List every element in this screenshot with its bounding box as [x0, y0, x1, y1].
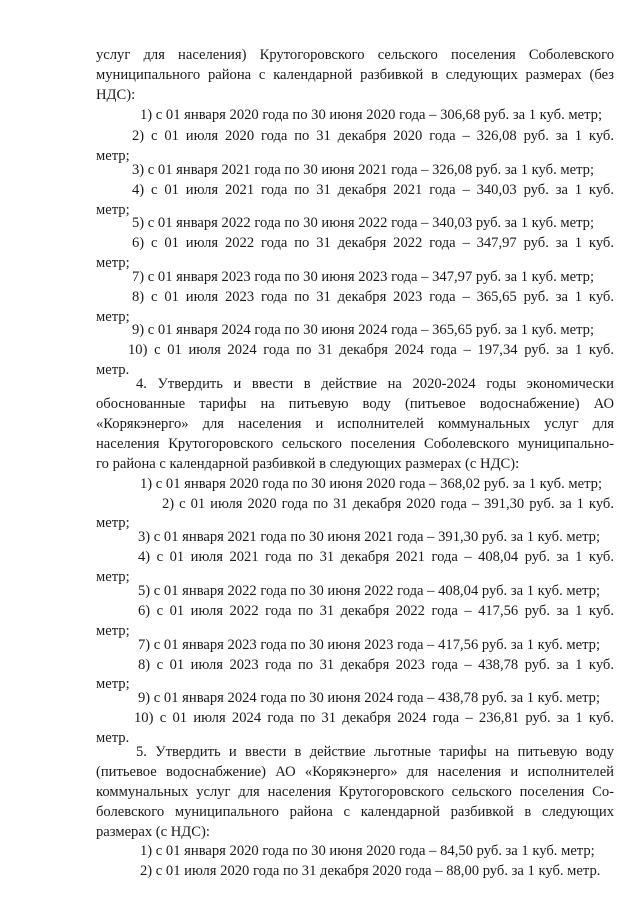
tariff-item: 3) с 01 января 2021 года по 30 июня 2021 года – 391,30 руб. за 1 куб. метр;: [138, 529, 601, 545]
text-line: обоснованные тарифы на питьевую воду (питьевое водоснабжение) АО: [96, 396, 614, 412]
tariff-item: 8) с 01 июля 2023 года по 31 декабря 2023 года – 438,78 руб. за 1 куб.: [138, 657, 614, 673]
tariff-item: 10) с 01 июля 2024 года по 31 декабря 2024 года – 236,81 руб. за 1 куб.: [134, 710, 614, 726]
text-line: метр;: [96, 676, 130, 692]
tariff-item: 6) с 01 июля 2022 года по 31 декабря 2022 года – 417,56 руб. за 1 куб.: [138, 603, 614, 619]
tariff-item: 1) с 01 января 2020 года по 30 июня 2020 года – 84,50 руб. за 1 куб. метр;: [140, 843, 595, 859]
text-line: «Корякэнерго» для населения и исполнителей коммунальных услуг для: [96, 416, 614, 432]
tariff-item: 4) с 01 июля 2021 года по 31 декабря 2021 года – 340,03 руб. за 1 куб.: [132, 182, 614, 198]
text-line: болевского муниципального района с календарной разбивкой в следующих: [96, 804, 614, 820]
text-line: метр;: [96, 202, 130, 218]
tariff-item: 2) с 01 июля 2020 года по 31 декабря 2020 года – 326,08 руб. за 1 куб.: [132, 128, 614, 144]
text-line: метр;: [96, 309, 130, 325]
paragraph-4-first-line: 4. Утвердить и ввести в действие на 2020-2024 годы экономически: [136, 376, 614, 392]
tariff-item: 2) с 01 июля 2020 года по 31 декабря 2020 года – 88,00 руб. за 1 куб. метр.: [140, 863, 601, 879]
tariff-item: 5) с 01 января 2022 года по 30 июня 2022 года – 408,04 руб. за 1 куб. метр;: [138, 583, 601, 599]
tariff-item: 2) с 01 июля 2020 года по 31 декабря 2020 года – 391,30 руб. за 1 куб.: [162, 496, 614, 512]
text-line: метр;: [96, 255, 130, 271]
paragraph-5-first-line: 5. Утвердить и ввести в действие льготные тарифы на питьевую воду: [136, 744, 614, 760]
text-line: НДС):: [96, 87, 136, 103]
tariff-item: 6) с 01 июля 2022 года по 31 декабря 2022 года – 347,97 руб. за 1 куб.: [132, 235, 614, 251]
tariff-item: 10) с 01 июля 2024 года по 31 декабря 2024 года – 197,34 руб. за 1 куб.: [128, 342, 614, 358]
text-line: метр;: [96, 148, 130, 164]
tariff-item: 4) с 01 июля 2021 года по 31 декабря 2021 года – 408,04 руб. за 1 куб.: [138, 549, 614, 565]
text-line: метр;: [96, 569, 130, 585]
tariff-item: 9) с 01 января 2024 года по 30 июня 2024 года – 365,65 руб. за 1 куб. метр;: [132, 322, 595, 338]
tariff-item: 7) с 01 января 2023 года по 30 июня 2023 года – 347,97 руб. за 1 куб. метр;: [132, 269, 595, 285]
text-line: (питьевое водоснабжение) АО «Корякэнерго» для населения и исполнителей: [96, 764, 614, 780]
text-line: метр;: [96, 515, 130, 531]
tariff-item: 3) с 01 января 2021 года по 30 июня 2021 года – 326,08 руб. за 1 куб. метр;: [132, 162, 595, 178]
text-line: метр.: [96, 730, 130, 746]
text-line: го района с календарной разбивкой в следующих размерах (с НДС):: [96, 456, 520, 472]
text-line: услуг для населения) Крутогоровского сельского поселения Соболевского: [96, 47, 614, 63]
text-line: населения Крутогоровского сельского поселения Соболевского муниципально-: [96, 436, 614, 452]
tariff-item: 1) с 01 января 2020 года по 30 июня 2020 года – 306,68 руб. за 1 куб. метр;: [140, 107, 603, 123]
text-line: размерах (с НДС):: [96, 824, 210, 840]
text-line: муниципального района с календарной разбивкой в следующих размерах (без: [96, 67, 614, 83]
tariff-item: 5) с 01 января 2022 года по 30 июня 2022 года – 340,03 руб. за 1 куб. метр;: [132, 215, 595, 231]
text-line: коммунальных услуг для населения Крутогоровского сельского поселения Со-: [96, 784, 614, 800]
tariff-item: 9) с 01 января 2024 года по 30 июня 2024 года – 438,78 руб. за 1 куб. метр;: [138, 690, 601, 706]
tariff-item: 7) с 01 января 2023 года по 30 июня 2023 года – 417,56 руб. за 1 куб. метр;: [138, 637, 601, 653]
tariff-item: 1) с 01 января 2020 года по 30 июня 2020 года – 368,02 руб. за 1 куб. метр;: [140, 476, 603, 492]
tariff-item: 8) с 01 июля 2023 года по 31 декабря 2023 года – 365,65 руб. за 1 куб.: [132, 289, 614, 305]
text-line: метр.: [96, 362, 130, 378]
text-line: метр;: [96, 623, 130, 639]
